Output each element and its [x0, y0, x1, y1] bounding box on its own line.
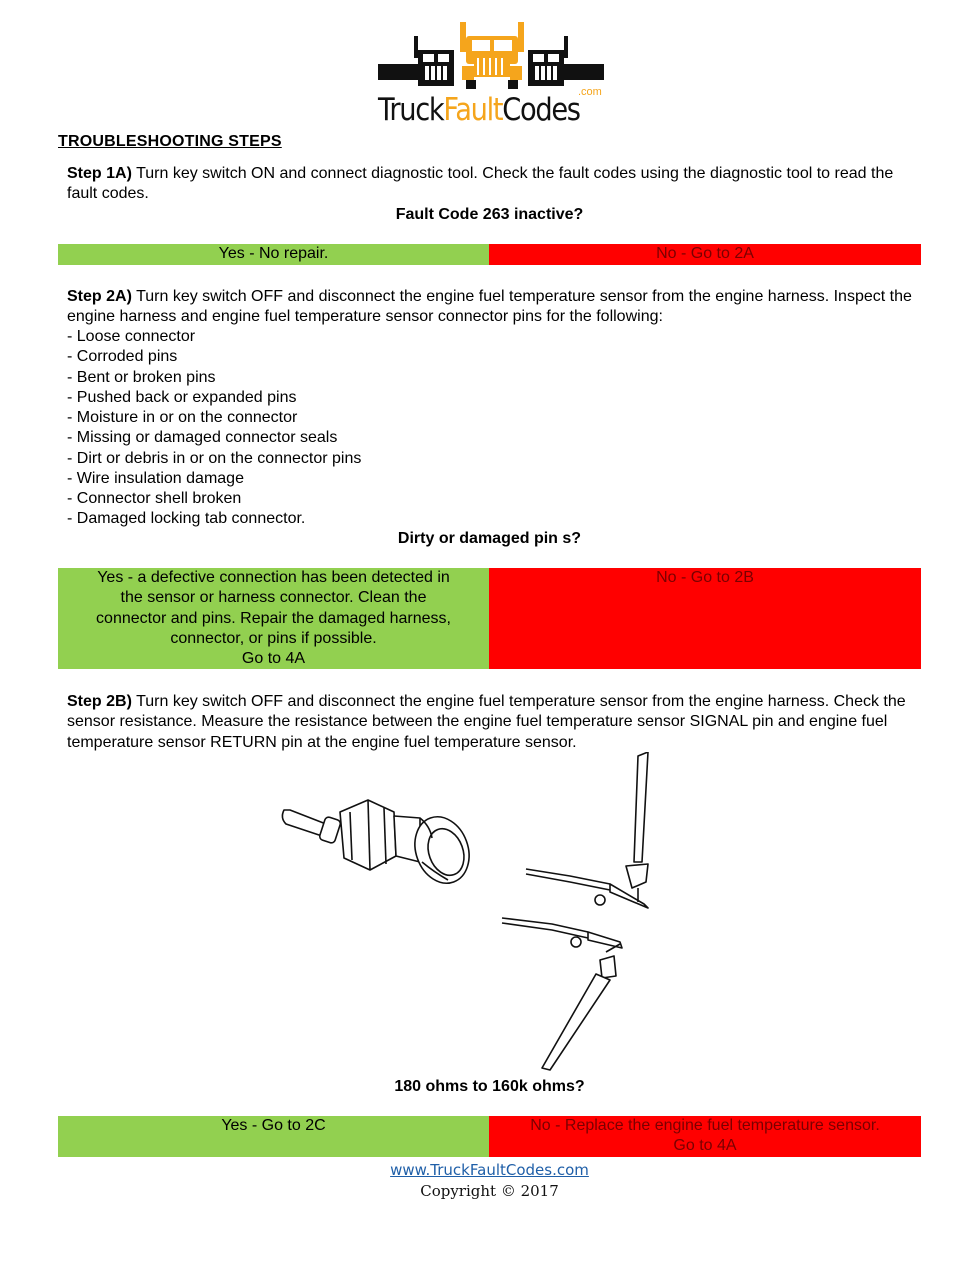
step-2a-no-cell: No - Go to 2B [489, 568, 921, 669]
step-2a-yes-line: Go to 4A [241, 650, 306, 668]
site-logo [378, 18, 604, 130]
step-2b-question: 180 ohms to 160k ohms? [394, 1078, 585, 1095]
logo-word-codes: Codes [502, 92, 580, 128]
step-1a-no-cell: No - Go to 2A [489, 244, 921, 265]
checklist-item: - Moisture in or on the connector [67, 409, 298, 426]
step-2a-text: Turn key switch OFF and disconnect the engine fuel temperature sensor from the engine harness. Inspect the engine harness and engine fuel temperature sensor connector pins for the following: [67, 288, 912, 326]
step-2b-paragraph [67, 692, 917, 753]
step-1a-paragraph [67, 164, 917, 205]
step-1a-yes-cell: Yes - No repair. [58, 244, 489, 265]
step-2a-question: Dirty or damaged pin s? [397, 530, 582, 547]
website-link[interactable]: www.TruckFaultCodes.com [390, 1161, 589, 1179]
step-2b-text: Turn key switch OFF and disconnect the engine fuel temperature sensor from the engine harness. Check the sensor resistance. Measure the resistance between the engine fuel temperature sensor SIGNAL pin and engine fuel temperature sensor RETURN pin at the engine fuel temperature sensor. [67, 693, 906, 751]
truck-icon [378, 18, 604, 93]
checklist-item: - Pushed back or expanded pins [67, 388, 297, 406]
logo-word-truck: Truck [378, 92, 444, 128]
step-2b-no-line: No - Replace the engine fuel temperature sensor. [530, 1117, 880, 1134]
step-2a-checklist [67, 327, 361, 530]
step-2b-label: Step 2B) [67, 693, 132, 710]
step-2a-yes-line: connector and pins. Repair the damaged harness, [96, 609, 451, 627]
section-heading: TROUBLESHOOTING STEPS [58, 133, 282, 150]
step-2a-label: Step 2A) [67, 288, 132, 305]
checklist-item: - Wire insulation damage [67, 469, 244, 487]
logo-wordmark [378, 90, 580, 130]
step-2a-answer-bar [58, 568, 921, 669]
checklist-item: - Connector shell broken [67, 490, 242, 507]
step-2a-yes-cell [58, 568, 489, 669]
sensor-probe-illustration [270, 752, 670, 1072]
copyright-text: Copyright © 2017 [420, 1182, 559, 1200]
step-2b-no-cell [489, 1116, 921, 1157]
step-2a-yes-line: connector, or pins if possible. [170, 629, 377, 647]
step-1a-label: Step 1A) [67, 165, 132, 182]
step-1a-question: Fault Code 263 inactive? [395, 206, 584, 223]
step-1a-answer-bar [58, 244, 921, 265]
checklist-item: - Bent or broken pins [67, 368, 216, 386]
step-2a-yes-line: Yes - a defective connection has been detected in [97, 569, 450, 586]
step-1a-text: Turn key switch ON and connect diagnostic tool. Check the fault codes using the diagnostic tool to read the fault codes. [67, 165, 894, 203]
step-2b-answer-bar [58, 1116, 921, 1157]
checklist-item: - Corroded pins [67, 348, 178, 366]
step-2b-yes-cell: Yes - Go to 2C [58, 1116, 489, 1157]
logo-com: .com [578, 86, 602, 98]
step-2a-paragraph [67, 287, 917, 328]
checklist-item: - Damaged locking tab connector. [67, 510, 306, 528]
checklist-item: - Loose connector [67, 328, 196, 345]
logo-word-fault: Fault [443, 92, 503, 128]
step-2b-no-line: Go to 4A [673, 1137, 737, 1155]
checklist-item: - Missing or damaged connector seals [67, 429, 338, 447]
step-2a-yes-line: the sensor or harness connector. Clean the [120, 589, 427, 607]
checklist-item: - Dirt or debris in or on the connector pins [67, 449, 362, 467]
